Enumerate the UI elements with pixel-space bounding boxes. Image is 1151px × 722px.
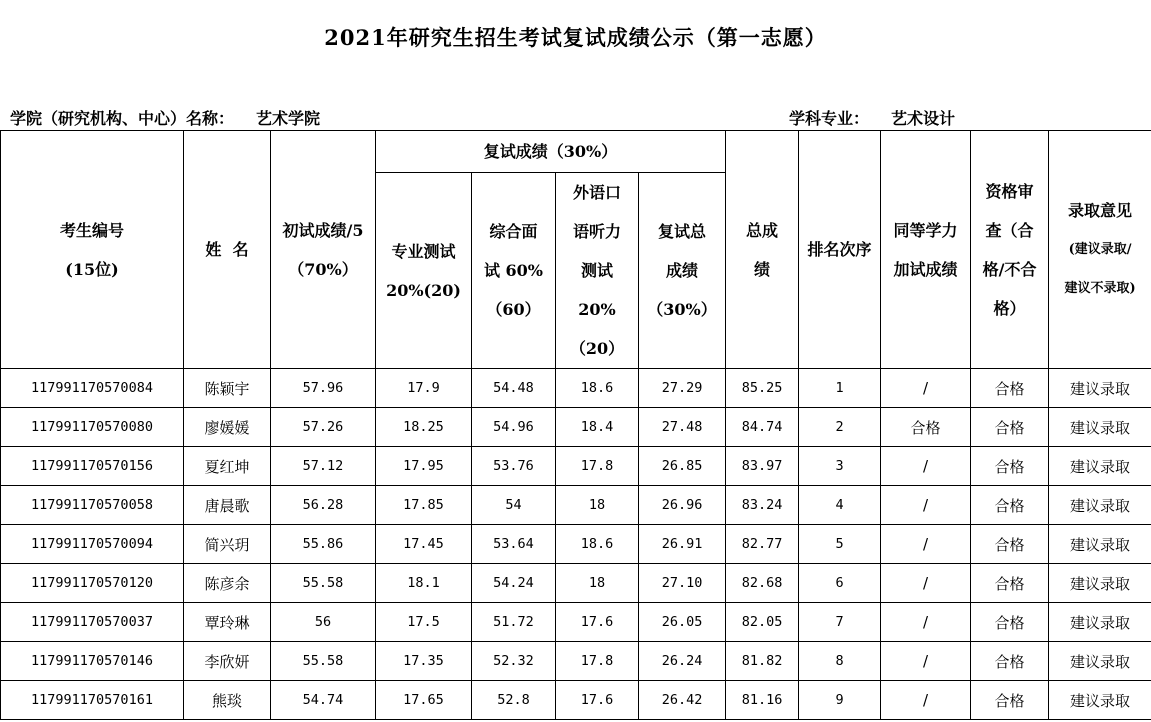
table-row: [1, 369, 1151, 408]
header-qualification: 资格审 查（合 格/不合 格）: [971, 131, 1049, 369]
initial-score-cell: 56.28: [271, 486, 376, 525]
candidate-name-cell: 陈颖宇: [184, 369, 271, 408]
interview-score-cell: 52.8: [472, 681, 556, 720]
professional-score-cell: 17.5: [376, 603, 472, 642]
header-retest-total: 复试总 成绩 （30%）: [639, 173, 726, 369]
retest-total-cell: 26.42: [639, 681, 726, 720]
equivalent-score-cell: /: [881, 564, 971, 603]
retest-total-cell: 27.10: [639, 564, 726, 603]
admission-opinion-cell: 建议录取: [1049, 408, 1151, 447]
language-score-cell: 18: [556, 486, 639, 525]
candidate-name-cell: 唐晨歌: [184, 486, 271, 525]
candidate-name-cell: 覃玲琳: [184, 603, 271, 642]
total-score-cell: 81.16: [726, 681, 799, 720]
interview-score-cell: 54.48: [472, 369, 556, 408]
header-language: 外语口 语听力 测试 20% （20）: [556, 173, 639, 369]
professional-score-cell: 17.95: [376, 447, 472, 486]
header-id: 考生编号 (15位): [1, 131, 184, 369]
rank-cell: 7: [799, 603, 881, 642]
retest-total-cell: 26.91: [639, 525, 726, 564]
major-label: 学科专业：: [789, 109, 870, 128]
total-score-cell: 82.68: [726, 564, 799, 603]
rank-cell: 5: [799, 525, 881, 564]
table-row: [1, 447, 1151, 486]
professional-score-cell: 17.35: [376, 642, 472, 681]
table-row: [1, 642, 1151, 681]
initial-score-cell: 55.86: [271, 525, 376, 564]
total-score-cell: 82.77: [726, 525, 799, 564]
language-score-cell: 18: [556, 564, 639, 603]
equivalent-score-cell: /: [881, 642, 971, 681]
interview-score-cell: 54: [472, 486, 556, 525]
equivalent-score-cell: /: [881, 447, 971, 486]
college-info: [10, 106, 320, 129]
candidate-id-cell: 117991170570161: [1, 681, 184, 720]
rank-cell: 4: [799, 486, 881, 525]
equivalent-score-cell: /: [881, 603, 971, 642]
header-name: 姓 名: [184, 131, 271, 369]
admission-opinion-cell: 建议录取: [1049, 525, 1151, 564]
table-body: [1, 369, 1151, 720]
language-score-cell: 18.6: [556, 369, 639, 408]
header-retest-group: 复试成绩（30%）: [376, 131, 726, 173]
candidate-id-cell: 117991170570084: [1, 369, 184, 408]
retest-total-cell: 26.85: [639, 447, 726, 486]
admission-opinion-cell: 建议录取: [1049, 447, 1151, 486]
rank-cell: 2: [799, 408, 881, 447]
candidate-id-cell: 117991170570058: [1, 486, 184, 525]
table-row: [1, 564, 1151, 603]
rank-cell: 6: [799, 564, 881, 603]
initial-score-cell: 56: [271, 603, 376, 642]
qualification-cell: 合格: [971, 603, 1049, 642]
total-score-cell: 82.05: [726, 603, 799, 642]
retest-total-cell: 26.96: [639, 486, 726, 525]
table-header: [1, 131, 1151, 369]
header-interview: 综合面 试 60% （60）: [472, 173, 556, 369]
table-row: [1, 681, 1151, 720]
language-score-cell: 18.4: [556, 408, 639, 447]
qualification-cell: 合格: [971, 681, 1049, 720]
initial-score-cell: 55.58: [271, 564, 376, 603]
table-row: [1, 525, 1151, 564]
interview-score-cell: 53.64: [472, 525, 556, 564]
language-score-cell: 17.6: [556, 603, 639, 642]
table-row: [1, 408, 1151, 447]
total-score-cell: 84.74: [726, 408, 799, 447]
admission-opinion-cell: 建议录取: [1049, 369, 1151, 408]
professional-score-cell: 18.25: [376, 408, 472, 447]
equivalent-score-cell: /: [881, 525, 971, 564]
candidate-id-cell: 117991170570120: [1, 564, 184, 603]
candidate-name-cell: 简兴玥: [184, 525, 271, 564]
language-score-cell: 17.8: [556, 642, 639, 681]
candidate-id-cell: 117991170570037: [1, 603, 184, 642]
qualification-cell: 合格: [971, 408, 1049, 447]
admission-opinion-cell: 建议录取: [1049, 564, 1151, 603]
candidate-id-cell: 117991170570080: [1, 408, 184, 447]
header-opinion: 录取意见 (建议录取/ 建议不录取): [1049, 131, 1151, 369]
candidate-id-cell: 117991170570156: [1, 447, 184, 486]
professional-score-cell: 17.9: [376, 369, 472, 408]
equivalent-score-cell: /: [881, 486, 971, 525]
total-score-cell: 85.25: [726, 369, 799, 408]
professional-score-cell: 17.85: [376, 486, 472, 525]
candidate-name-cell: 陈彦余: [184, 564, 271, 603]
rank-cell: 8: [799, 642, 881, 681]
interview-score-cell: 51.72: [472, 603, 556, 642]
initial-score-cell: 55.58: [271, 642, 376, 681]
language-score-cell: 18.6: [556, 525, 639, 564]
qualification-cell: 合格: [971, 642, 1049, 681]
header-initial: 初试成绩/5 （70%）: [271, 131, 376, 369]
page-title: 2021年研究生招生考试复试成绩公示（第一志愿）: [324, 25, 827, 50]
interview-score-cell: 53.76: [472, 447, 556, 486]
header-equivalent: 同等学力 加试成绩: [881, 131, 971, 369]
qualification-cell: 合格: [971, 369, 1049, 408]
college-label: 学院（研究机构、中心）名称：: [10, 109, 235, 128]
candidate-name-cell: 廖媛媛: [184, 408, 271, 447]
admission-opinion-cell: 建议录取: [1049, 642, 1151, 681]
retest-total-cell: 27.29: [639, 369, 726, 408]
interview-score-cell: 54.24: [472, 564, 556, 603]
initial-score-cell: 57.12: [271, 447, 376, 486]
rank-cell: 3: [799, 447, 881, 486]
rank-cell: 9: [799, 681, 881, 720]
qualification-cell: 合格: [971, 525, 1049, 564]
candidate-id-cell: 117991170570094: [1, 525, 184, 564]
qualification-cell: 合格: [971, 486, 1049, 525]
major-value: 艺术设计: [891, 109, 956, 128]
candidate-name-cell: 李欣妍: [184, 642, 271, 681]
retest-total-cell: 26.05: [639, 603, 726, 642]
equivalent-score-cell: /: [881, 681, 971, 720]
language-score-cell: 17.8: [556, 447, 639, 486]
college-value: 艺术学院: [256, 109, 321, 128]
major-info: [789, 106, 955, 129]
candidate-name-cell: 夏红坤: [184, 447, 271, 486]
candidate-id-cell: 117991170570146: [1, 642, 184, 681]
qualification-cell: 合格: [971, 564, 1049, 603]
admission-opinion-cell: 建议录取: [1049, 486, 1151, 525]
candidate-name-cell: 熊琰: [184, 681, 271, 720]
retest-total-cell: 27.48: [639, 408, 726, 447]
rank-cell: 1: [799, 369, 881, 408]
header-rank: 排名次序: [799, 131, 881, 369]
interview-score-cell: 54.96: [472, 408, 556, 447]
admission-opinion-cell: 建议录取: [1049, 603, 1151, 642]
table-row: [1, 603, 1151, 642]
interview-score-cell: 52.32: [472, 642, 556, 681]
professional-score-cell: 17.65: [376, 681, 472, 720]
header-professional: 专业测试 20%(20): [376, 173, 472, 369]
total-score-cell: 83.24: [726, 486, 799, 525]
total-score-cell: 83.97: [726, 447, 799, 486]
initial-score-cell: 54.74: [271, 681, 376, 720]
initial-score-cell: 57.26: [271, 408, 376, 447]
total-score-cell: 81.82: [726, 642, 799, 681]
language-score-cell: 17.6: [556, 681, 639, 720]
qualification-cell: 合格: [971, 447, 1049, 486]
table-row: [1, 486, 1151, 525]
admission-opinion-cell: 建议录取: [1049, 681, 1151, 720]
header-total: 总成 绩: [726, 131, 799, 369]
professional-score-cell: 18.1: [376, 564, 472, 603]
equivalent-score-cell: /: [881, 369, 971, 408]
professional-score-cell: 17.45: [376, 525, 472, 564]
initial-score-cell: 57.96: [271, 369, 376, 408]
score-table: [0, 130, 1151, 720]
equivalent-score-cell: 合格: [881, 408, 971, 447]
retest-total-cell: 26.24: [639, 642, 726, 681]
